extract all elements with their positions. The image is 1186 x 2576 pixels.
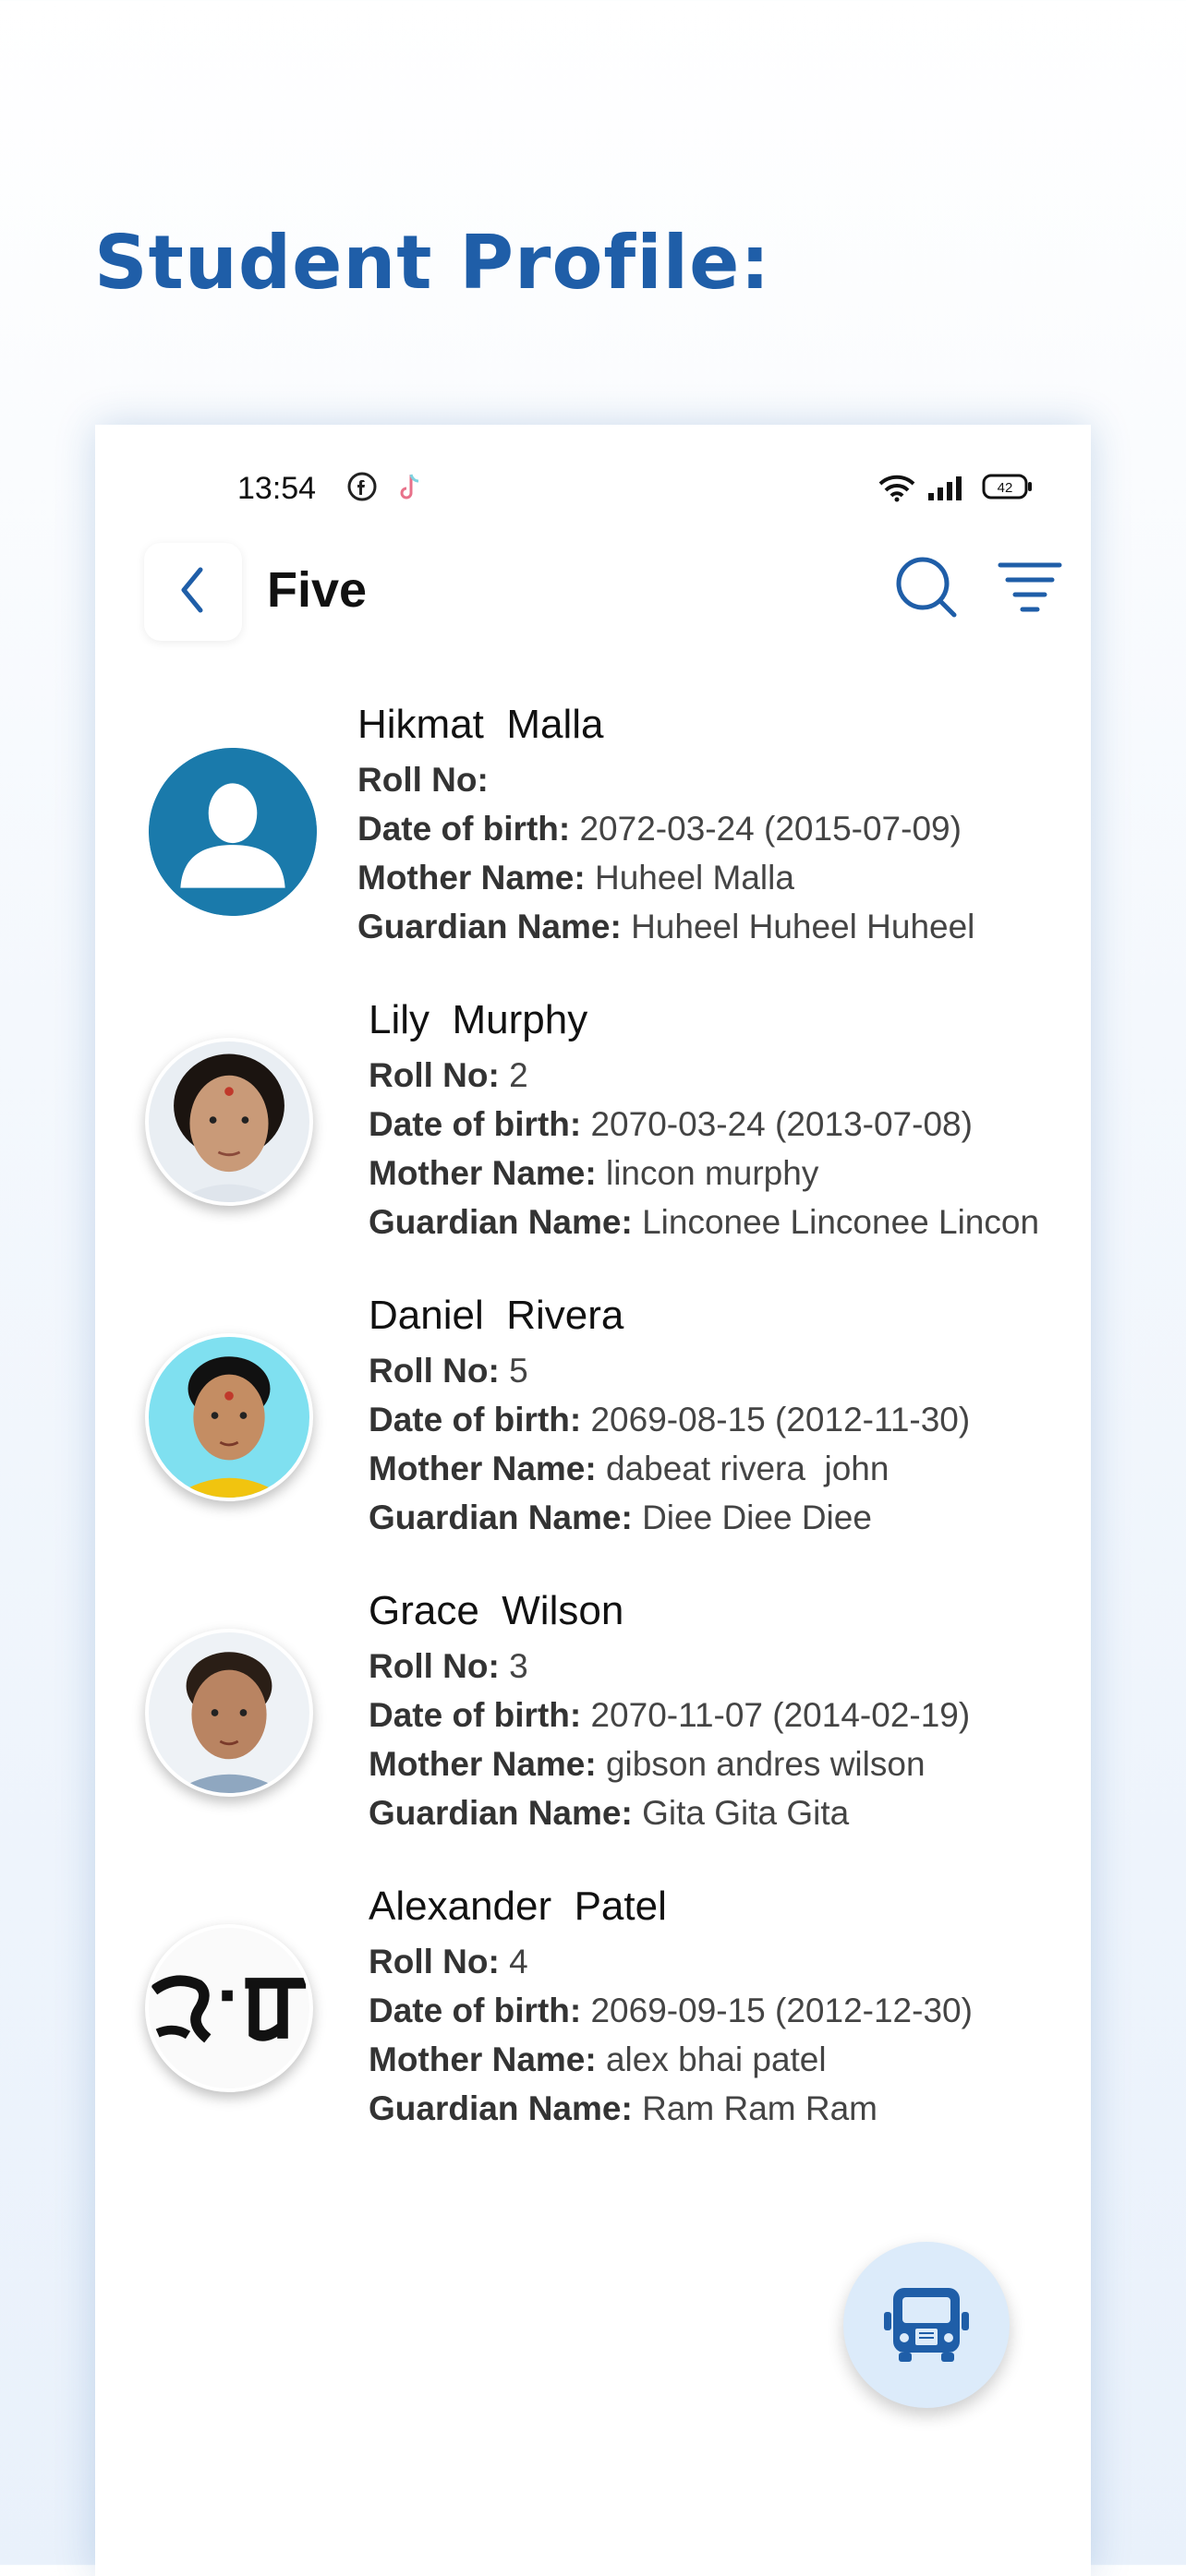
battery-level: 42 [997,480,1013,496]
student-dob-row [369,1691,970,1739]
guardian-label: Guardian Name: [369,1794,633,1832]
dob-label: Date of birth: [369,1992,582,2029]
student-mother-row [369,1444,970,1493]
student-roll-row [369,1937,973,1986]
dob-value: 2070-03-24 (2013-07-08) [590,1105,973,1143]
student-photo [145,1333,313,1501]
guardian-value: Gita Gita Gita [642,1794,850,1832]
student-info [357,702,974,951]
student-roll-row [357,755,974,804]
mother-label: Mother Name: [357,859,586,897]
wifi-icon [877,473,917,507]
default-user-icon [149,748,317,916]
student-info [369,997,1039,1246]
student-roll-row [369,1346,970,1395]
status-time: 13:54 [237,471,317,506]
mother-label: Mother Name: [369,1745,597,1783]
student-list-item[interactable] [95,702,1091,979]
roll-label: Roll No: [369,1647,500,1685]
signal-icon [926,475,967,507]
guardian-label: Guardian Name: [357,908,622,945]
mother-value: lincon murphy [605,1154,819,1192]
mother-value: dabeat rivera john [605,1450,890,1487]
roll-value: 4 [509,1943,528,1980]
student-name: Daniel Rivera [369,1293,624,1338]
mother-label: Mother Name: [369,2040,597,2078]
guardian-value: Huheel Huheel Huheel [631,908,975,945]
student-mother-row [369,1149,1039,1198]
dob-value: 2072-03-24 (2015-07-09) [579,810,962,848]
phone-screen [95,425,1091,2576]
search-icon [891,612,965,628]
student-guardian-row [369,1198,1039,1246]
mother-label: Mother Name: [369,1450,597,1487]
student-mother-row [369,1739,970,1788]
roll-label: Roll No: [357,761,489,799]
script-glyph-image [145,1924,313,2092]
student-guardian-row [357,902,974,951]
filter-button[interactable] [995,554,1078,637]
student-list-item[interactable] [95,997,1091,1274]
filter-icon [995,607,1065,622]
guardian-label: Guardian Name: [369,1203,633,1241]
mother-label: Mother Name: [369,1154,597,1192]
mother-value: Huheel Malla [594,859,794,897]
dob-label: Date of birth: [369,1401,582,1438]
guardian-value: Linconee Linconee Lincon [642,1203,1040,1241]
roll-label: Roll No: [369,1943,500,1980]
dob-value: 2069-09-15 (2012-12-30) [590,1992,973,2029]
mother-value: gibson andres wilson [605,1745,926,1783]
dob-label: Date of birth: [357,810,571,848]
student-list-item[interactable] [95,1293,1091,1570]
battery-icon [982,473,1034,505]
student-mother-row [369,2035,973,2084]
student-dob-row [369,1100,1039,1149]
roll-value: 5 [509,1352,528,1390]
student-name: Hikmat Malla [357,702,604,747]
roll-label: Roll No: [369,1352,500,1390]
bus-tracking-button[interactable] [843,2242,1010,2408]
search-button[interactable] [891,550,974,633]
tiktok-icon [394,471,426,509]
student-name: Alexander Patel [369,1884,667,1929]
back-arrow-icon [175,564,212,620]
student-photo [145,1629,313,1797]
student-info [369,1884,973,2133]
dob-label: Date of birth: [369,1105,582,1143]
dob-value: 2070-11-07 (2014-02-19) [590,1696,971,1734]
student-photo [145,1038,313,1206]
student-info [369,1293,970,1542]
student-guardian-row [369,1493,970,1542]
student-roll-row [369,1051,1039,1100]
student-guardian-row [369,1788,970,1837]
roll-value: 3 [509,1647,528,1685]
student-mother-row [357,853,974,902]
student-dob-row [369,1986,973,2035]
bus-icon [878,2275,974,2376]
student-dob-row [357,804,974,853]
facebook-icon [346,471,378,507]
student-info [369,1588,970,1837]
page-headline: Student Profile: [94,220,771,306]
student-dob-row [369,1395,970,1444]
student-roll-row [369,1642,970,1691]
roll-label: Roll No: [369,1056,500,1094]
guardian-label: Guardian Name: [369,2089,633,2127]
mother-value: alex bhai patel [605,2040,827,2078]
guardian-value: Diee Diee Diee [642,1499,872,1536]
page-title: Five [267,562,368,618]
roll-value: 2 [509,1056,528,1094]
back-button[interactable] [144,543,242,641]
student-list-item[interactable] [95,1884,1091,2161]
dob-value: 2069-08-15 (2012-11-30) [590,1401,971,1438]
status-bar [95,425,1091,554]
guardian-label: Guardian Name: [369,1499,633,1536]
student-guardian-row [369,2084,973,2133]
guardian-value: Ram Ram Ram [642,2089,877,2127]
student-list-item[interactable] [95,1588,1091,1865]
dob-label: Date of birth: [369,1696,582,1734]
student-name: Lily Murphy [369,997,588,1042]
app-bar [95,543,1091,663]
student-name: Grace Wilson [369,1588,624,1633]
